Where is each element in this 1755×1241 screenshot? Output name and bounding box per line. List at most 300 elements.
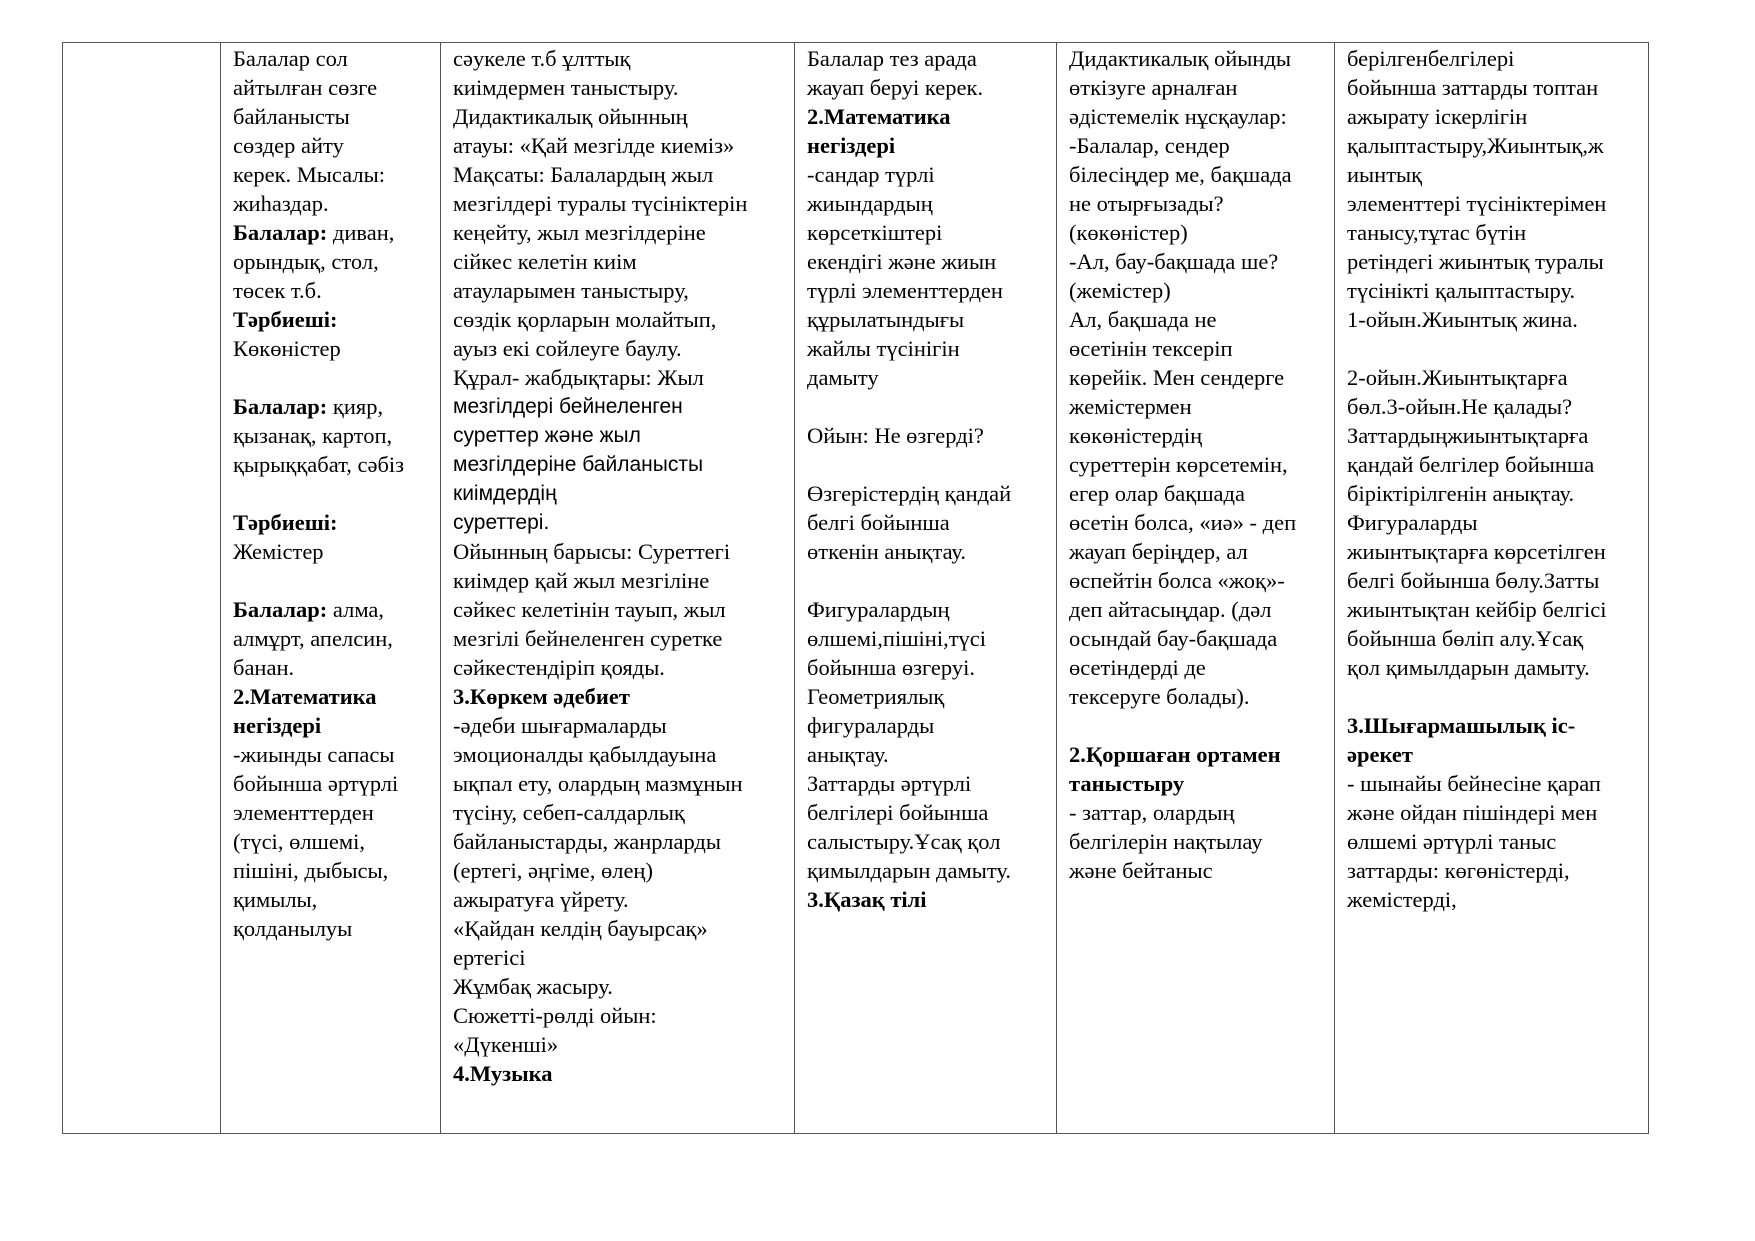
bold-label: Балалар: [233,394,328,419]
line-text: (ертегі, әңгіме, өлең) [453,858,653,883]
text-line [1347,624,1638,653]
line-text: сәйкес келетінін тауып, жыл [453,597,726,622]
line-text: егер олар бақшада [1069,481,1245,506]
text-line [453,856,784,885]
text-line [453,798,784,827]
text-line [807,711,1046,740]
text-line [807,508,1046,537]
text-line [1069,334,1324,363]
text-line [453,421,784,450]
line-text: өлшемі,пішіні,түсі [807,626,987,651]
line-text: деп айтасыңдар. (дәл [1069,597,1272,622]
text-line [807,363,1046,392]
line-text: пішіні, дыбысы, [233,858,389,883]
text-line [453,131,784,160]
line-text: алма, [327,597,385,622]
text-line [233,914,430,943]
line-text: танысу,тұтас бүтін [1347,220,1527,245]
text-line [453,247,784,276]
text-line [807,537,1046,566]
line-text: Фигураларды [1347,510,1478,535]
table-row [63,43,1649,1134]
text-line [453,44,784,73]
text-line [233,682,430,711]
text-line [233,827,430,856]
text-line [233,740,430,769]
text-line [453,305,784,334]
text-line [807,247,1046,276]
text-line [453,334,784,363]
line-text: Жемістер [233,539,324,564]
line-text: қол қимылдарын дамыту. [1347,655,1590,680]
text-line [1347,247,1638,276]
bold-label: Тәрбиеші: [233,510,338,535]
line-text: көкөністердің [1069,423,1203,448]
text-line [233,711,430,740]
line-text: Құрал- жабдықтары: Жыл [453,365,704,390]
line-text: және ойдан пішіндері мен [1347,800,1598,825]
text-line [807,305,1046,334]
line-text: иынтық [1347,162,1423,187]
text-line [1069,102,1324,131]
bold-label: 2.Математика [807,104,951,129]
text-line [807,624,1046,653]
text-line [1347,856,1638,885]
text-line [1347,566,1638,595]
line-text: жайлы түсінігін [807,336,960,361]
line-text: алмұрт, апелсин, [233,626,393,651]
line-text: тексеруге болады). [1069,684,1250,709]
text-line [1347,479,1638,508]
line-text: ауыз екі сойлеуге баулу. [453,336,682,361]
line-text: өлшемі әртүрлі таныс [1347,829,1557,854]
line-text: банан. [233,655,295,680]
line-text: киімдермен таныстыру. [453,75,679,100]
text-line [1069,769,1324,798]
line-text: түсіну, себеп-салдарлық [453,800,685,825]
text-line [1347,102,1638,131]
text-line [453,450,784,479]
table-cell-math-basics [795,43,1057,1134]
line-text: жемістерді, [1347,887,1457,912]
line-text: элементтері түсініктерімен [1347,191,1607,216]
line-text: бойынша заттарды топтан [1347,75,1599,100]
line-text: бөл.3-ойын.Не қалады? [1347,394,1573,419]
text-line [807,479,1046,508]
line-text: суреттер және жыл [453,424,641,447]
line-text: берілгенбелгілері [1347,46,1515,71]
text-line [233,450,430,479]
text-line [233,334,430,363]
text-line [1069,247,1324,276]
text-line [453,943,784,972]
text-line [1069,189,1324,218]
line-text: Ал, бақшада не [1069,307,1217,332]
line-text: бойынша өзгеруі. [807,655,975,680]
text-line [453,972,784,1001]
text-line [1069,682,1324,711]
text-line [807,856,1046,885]
line-text: атауларымен таныстыру, [453,278,689,303]
text-line [233,537,430,566]
text-line [453,827,784,856]
line-text: Фигуралардың [807,597,950,622]
text-line [453,740,784,769]
line-text: және бейтаныс [1069,858,1213,883]
line-text: қимылдарын дамыту. [807,858,1011,883]
line-text: -жиынды сапасы [233,742,395,767]
blank-line [233,479,430,508]
line-text: -сандар түрлі [807,162,935,187]
text-line [233,160,430,189]
line-text: суреттерін көрсетемін, [1069,452,1288,477]
line-text: өсетіндерді де [1069,655,1206,680]
table-cell-empty [63,43,221,1134]
line-text: не отырғызады? [1069,191,1224,216]
text-line [1347,653,1638,682]
text-line [1069,44,1324,73]
text-line [807,334,1046,363]
line-text: сәукеле т.б ұлттық [453,46,631,71]
table-cell-game-description [441,43,795,1134]
text-line [807,798,1046,827]
line-text: түсінікті қалыптастыру. [1347,278,1576,303]
text-line [233,624,430,653]
text-line [1347,885,1638,914]
text-line [233,798,430,827]
text-line [233,131,430,160]
line-text: мезгілдеріне байланысты [453,453,704,476]
line-text: ажырату іскерлігін [1347,104,1528,129]
line-text: төсек т.б. [233,278,322,303]
bold-label: 3.Шығармашылық іс- [1347,713,1576,738]
text-line [453,363,784,392]
line-text: (көкөністер) [1069,220,1188,245]
line-text: сөздік қорларын молайтып, [453,307,717,332]
text-line [807,276,1046,305]
line-text: әдістемелік нұсқаулар: [1069,104,1287,129]
line-text: ықпал ету, олардың мазмұнын [453,771,743,796]
line-text: - заттар, олардың [1069,800,1235,825]
text-line [1069,827,1324,856]
line-text: белгілері бойынша [807,800,989,825]
line-text: Геометриялық [807,684,945,709]
text-line [807,827,1046,856]
text-line [1347,276,1638,305]
blank-line [1069,711,1324,740]
line-text: Заттардыңжиынтықтарға [1347,423,1589,448]
text-line [453,160,784,189]
blank-line [233,363,430,392]
text-line [453,189,784,218]
line-text: Сюжетті-рөлді ойын: [453,1003,657,1028]
text-line [453,653,784,682]
text-line [1347,711,1638,740]
text-line [1069,566,1324,595]
line-text: Өзгерістердің қандай [807,481,1012,506]
text-line [1347,740,1638,769]
line-text: өткізуге арналған [1069,75,1238,100]
line-text: керек. Мысалы: [233,162,385,187]
text-line [807,682,1046,711]
table-cell-dialogue [221,43,441,1134]
bold-label: Балалар: [233,220,328,245]
text-line [1069,856,1324,885]
text-line [1347,189,1638,218]
text-line [233,392,430,421]
line-text: салыстыру.Ұсақ қол [807,829,1001,854]
line-text: Балалар тез арада [807,46,977,71]
text-line [1069,624,1324,653]
text-line [233,247,430,276]
line-text: эмоционалды қабылдауына [453,742,717,767]
line-text: сәйкестендіріп қояды. [453,655,665,680]
text-line [1069,73,1324,102]
text-line [1069,305,1324,334]
text-line [807,44,1046,73]
text-line [1069,537,1324,566]
bold-label: негіздері [233,713,322,738]
text-line [453,769,784,798]
line-text: Ойын: Не өзгерді? [807,423,984,448]
blank-line [1347,682,1638,711]
line-text: Дидактикалық ойынды [1069,46,1292,71]
line-text: «Дүкенші» [453,1032,559,1057]
line-text: Жұмбақ жасыру. [453,974,613,999]
bold-label: 2.Математика [233,684,377,709]
text-line [1347,421,1638,450]
text-line [233,189,430,218]
text-line [1069,450,1324,479]
text-line [807,218,1046,247]
text-line [453,508,784,537]
text-line [1347,131,1638,160]
text-line [1069,131,1324,160]
line-text: мезгілі бейнеленген суретке [453,626,723,651]
text-line [453,479,784,508]
text-line [233,769,430,798]
line-text: құрылатындығы [807,307,965,332]
text-line [1069,363,1324,392]
text-line [453,885,784,914]
text-line [233,421,430,450]
line-text: 2-ойын.Жиынтықтарға [1347,365,1568,390]
text-line [233,305,430,334]
bold-label: негіздері [807,133,896,158]
line-text: өспейтін болса «жоқ»- [1069,568,1285,593]
line-text: білесіңдер ме, бақшада [1069,162,1292,187]
line-text: қияр, [327,394,384,419]
line-text: «Қайдан келдің бауырсақ» [453,916,708,941]
text-line [1069,595,1324,624]
line-text: жиһаздар. [233,191,329,216]
line-text: көрейік. Мен сендерге [1069,365,1285,390]
line-text: жемістермен [1069,394,1192,419]
line-text: өсетінін тексеріп [1069,336,1233,361]
line-text: қандай белгілер бойынша [1347,452,1595,477]
text-line [807,73,1046,102]
text-line [1069,740,1324,769]
blank-line [807,450,1046,479]
text-line [807,885,1046,914]
text-line [453,218,784,247]
line-text: Заттарды әртүрлі [807,771,972,796]
line-text: мезгілдері бейнеленген [453,395,683,418]
lesson-plan-table [62,42,1649,1134]
text-line [453,566,784,595]
line-text: ретіндегі жиынтық туралы [1347,249,1604,274]
bold-label: 3.Қазақ тілі [807,887,927,912]
text-line [1069,392,1324,421]
text-line [453,595,784,624]
text-line [453,276,784,305]
line-text: қызанақ, картоп, [233,423,393,448]
text-line [807,769,1046,798]
line-text: қимылы, [233,887,318,912]
text-line [1347,537,1638,566]
text-line [807,131,1046,160]
line-text: орындық, стол, [233,249,379,274]
text-line [1347,392,1638,421]
blank-line [807,392,1046,421]
line-text: жауап беруі керек. [807,75,984,100]
line-text: суреттері. [453,511,550,534]
text-line [1069,798,1324,827]
text-line [233,856,430,885]
text-line [1347,218,1638,247]
text-line [233,102,430,131]
text-line [233,885,430,914]
blank-line [1347,334,1638,363]
line-text: жиынтықтан кейбір белгісі [1347,597,1607,622]
line-text: фигураларды [807,713,935,738]
line-text: белгі бойынша бөлу.Затты [1347,568,1600,593]
line-text: қырыққабат, сәбіз [233,452,405,477]
text-line [453,537,784,566]
line-text: осындай бау-бақшада [1069,626,1278,651]
text-line [1347,160,1638,189]
line-text: өсетін болса, «иә» - деп [1069,510,1297,535]
line-text: (жемістер) [1069,278,1171,303]
text-line [1347,450,1638,479]
line-text: белгілерін нақтылау [1069,829,1263,854]
text-line [807,102,1046,131]
text-line [453,392,784,421]
text-line [453,73,784,102]
line-text: ажыратуға үйрету. [453,887,629,912]
line-text: байланысты [233,104,350,129]
text-line [1347,73,1638,102]
line-text: біріктірілгенін анықтау. [1347,481,1575,506]
table-cell-didactic-instructions [1057,43,1335,1134]
line-text: түрлі элементтерден [807,278,1003,303]
line-text: көрсеткіштері [807,220,943,245]
text-line [453,914,784,943]
line-text: мезгілдері туралы түсініктерін [453,191,748,216]
line-text: Балалар сол [233,46,348,71]
text-line [807,189,1046,218]
line-text: -Ал, бау-бақшада ше? [1069,249,1279,274]
line-text: байланыстарды, жанрларды [453,829,721,854]
line-text: 1-ойын.Жиынтық жина. [1347,307,1578,332]
line-text: Мақсаты: Балалардың жыл [453,162,714,187]
blank-line [233,566,430,595]
text-line [233,653,430,682]
text-line [807,421,1046,450]
text-line [1347,508,1638,537]
text-line [1069,479,1324,508]
text-line [1347,305,1638,334]
line-text: кеңейту, жыл мезгілдеріне [453,220,706,245]
text-line [453,1030,784,1059]
bold-label: 4.Музыка [453,1061,553,1086]
text-line [453,1059,784,1088]
text-line [1347,44,1638,73]
line-text: бойынша бөліп алу.Ұсақ [1347,626,1584,651]
line-text: Ойынның барысы: Суреттегі [453,539,731,564]
line-text: ертегісі [453,945,526,970]
line-text: -әдеби шығармаларды [453,713,667,738]
bold-label: 2.Қоршаған ортамен [1069,742,1281,767]
text-line [807,595,1046,624]
line-text: (түсі, өлшемі, [233,829,365,854]
text-line [233,73,430,102]
line-text: бойынша әртүрлі [233,771,399,796]
text-line [807,160,1046,189]
text-line [1347,769,1638,798]
text-line [1069,160,1324,189]
line-text: заттарды: көгөністерді, [1347,858,1570,883]
bold-label: Тәрбиеші: [233,307,338,332]
text-line [453,624,784,653]
line-text: сійкес келетін киім [453,249,637,274]
line-text: сөздер айту [233,133,344,158]
line-text: айтылған сөзге [233,75,378,100]
text-line [1347,595,1638,624]
text-line [1069,218,1324,247]
blank-line [807,566,1046,595]
line-text: Көкөністер [233,336,341,361]
text-line [1347,363,1638,392]
text-line [233,218,430,247]
text-line [1069,276,1324,305]
line-text: анықтау. [807,742,889,767]
bold-label: Балалар: [233,597,328,622]
line-text: -Балалар, сендер [1069,133,1230,158]
table-cell-set-games [1335,43,1649,1134]
line-text: белгі бойынша [807,510,950,535]
bold-label: 3.Көркем әдебиет [453,684,630,709]
line-text: диван, [327,220,395,245]
text-line [233,44,430,73]
bold-label: таныстыру [1069,771,1185,796]
line-text: қалыптастыру,Жиынтық,ж [1347,133,1604,158]
text-line [453,682,784,711]
line-text: жиындардың [807,191,933,216]
line-text: Дидактикалық ойынның [453,104,688,129]
text-line [453,1001,784,1030]
line-text: элементтерден [233,800,374,825]
text-line [1069,421,1324,450]
line-text: атауы: «Қай мезгілде киеміз» [453,133,735,158]
text-line [453,711,784,740]
line-text: - шынайы бейнесіне қарап [1347,771,1601,796]
text-line [807,740,1046,769]
text-line [1069,508,1324,537]
line-text: жауап беріңдер, ал [1069,539,1248,564]
line-text: киімдердің [453,482,557,505]
line-text: дамыту [807,365,879,390]
